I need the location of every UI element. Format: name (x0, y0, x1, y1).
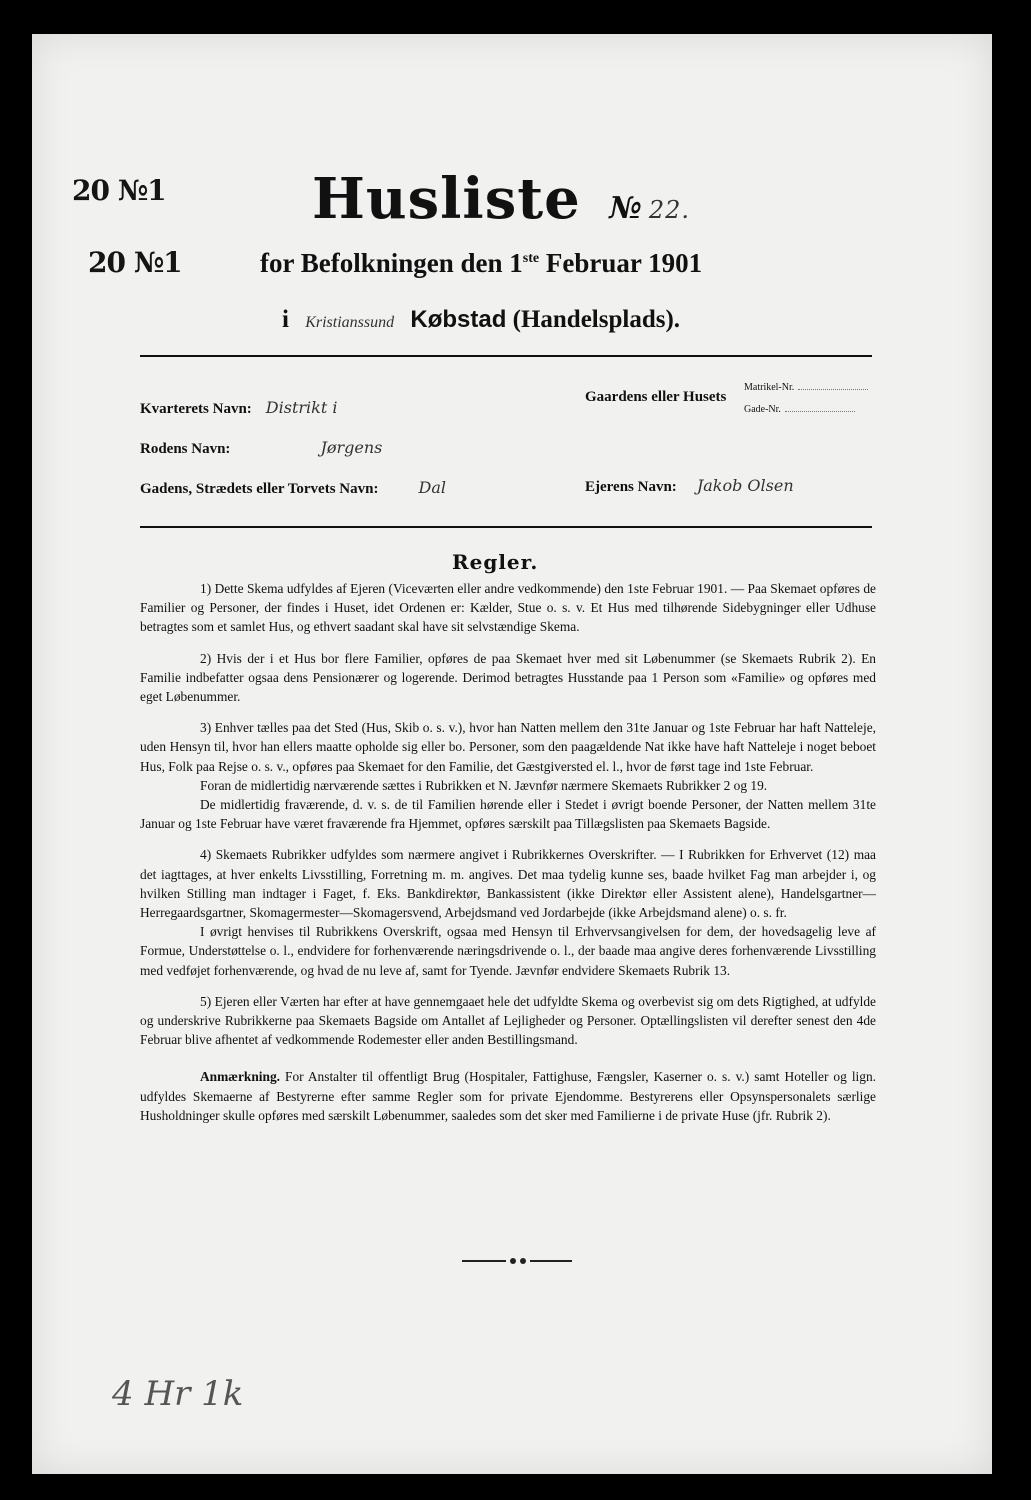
form-subtitle: for Befolkningen den 1ste Februar 1901 (260, 248, 703, 278)
number-symbol: № (609, 191, 643, 226)
census-form-page (32, 34, 992, 1474)
rules-heading: Regler. (452, 550, 539, 574)
remark (140, 1067, 876, 1125)
house-number-handwritten: 22. (648, 196, 691, 224)
roden-value: Jørgens (320, 438, 383, 457)
gaard-label: Gaardens eller Husets (585, 389, 727, 405)
rule-2: 2) Hvis der i et Hus bor flere Familier, opføres de paa Skemaet hver med sit Løbenummer (se Skemaets Rubrik 2). En Familie indbefatter ogsaa dens Pensionærer og logerende. Derimod betragtes Husstande paa 1 Person som «Familie» og opføres med eget Løbenummer. (140, 650, 876, 705)
rule-4-note: I øvrigt henvises til Rubrikkens Overskrift, ogsaa med Hensyn til Erhvervsangivelsen for dem, der hovedsagelig leve af Formue, Understøttelse o. l., endvidere for forhenværende næringsdrivende o. l., der baade maa angive deres forhenværende Livsstilling med vedføjet forhenværende, og hvad de nu leve af, samt for Tyende. Jævnfør endvidere Skemaets Rubrik 13. (140, 924, 876, 978)
rule-3-note-absent: De midlertidig fraværende, d. v. s. de til Familien hørende eller i Stedet i øvrigt boende Personer, der Natten mellem 31te Januar og 1ste Februar have været fraværende fra Hjemmet, opføres særskilt paa Tillægslisten paa Skemaets Bagside. (140, 797, 876, 832)
remark-text: For Anstalter til offentligt Brug (Hospitaler, Fattighuse, Fængsler, Kaserner o. s. v.) samt Hoteller og lign. udfyldes Skemaerne af Bestyrerne efter samme Regler som for private Ejendomme. Bestyrerens eller Opsynspersonalets særlige Husholdninger skulle opføres med særskilt Løbenummer, saaledes som det sker med Familierne i de private Huse (jfr. Rubrik 2). (140, 1069, 876, 1123)
title-main: Husliste (312, 166, 581, 232)
kvarter-value: Distrikt i (265, 398, 338, 417)
archive-stamp-second: 20 №1 (88, 246, 182, 279)
rule-5: 5) Ejeren eller Værten har efter at have gennemgaaet hele det udfyldte Skema og overbevist sig om dets Rigtighed, at udfylde og underskrive Rubrikkerne paa Skemaets Bagside om Antallet af Lejligheder og Personer. Optællingslisten vil derefter senest den 4de Februar blive afhentet af vedkommende Rodemester eller anden Bestillingsmand. (140, 993, 876, 1048)
matrikel-label: Matrikel-Nr. (744, 382, 868, 393)
remark-label: Anmærkning. (200, 1069, 280, 1085)
gade-nr-label: Gade-Nr. (744, 404, 855, 415)
rule-4: 4) Skemaets Rubrikker udfyldes som nærmere angivet i Rubrikkernes Overskrifter. — I Rubrikken for Erhvervet (12) maa det iagttages, at hver enkelts Livsstilling, Forretning m. m. angives. Det maa tydelig kunne ses, baade hvilket Fag man arbejder i, og hvilken Stilling man indtager i Faget, f. Eks. Bankdirektør, Bankassistent (ikke Direktør eller Assistent alene), Handelsgartner—Herregaardsgartner, Skomagermester—Skomagersvend, Arbejdsmand ved Jordarbejde (ikke Arbejdsmand alene) o. s. fr. (140, 847, 876, 921)
ornament-divider (462, 1258, 572, 1264)
gade-navn-field: Gadens, Strædets eller Torvets Navn: Dal (140, 478, 446, 497)
rule-3: 3) Enhver tælles paa det Sted (Hus, Skib o. s. v.), hvor han Natten mellem den 31te Januar og 1ste Februar har haft Natteleje, uden Hensyn til, hvor han ellers maatte opholde sig eller bo. Personer, som den paagældende Nat ikke have haft Natteleje i noget beboet Hus, Folk paa Rejse o. s. v., opføres paa Skemaet for den Familie, det Gæstgiversted el. l., hvor de først tage ind 1ste Februar. (140, 720, 876, 774)
divider-bottom (140, 526, 872, 528)
rules-body (140, 579, 876, 1137)
town-handwritten: Kristianssund (305, 314, 395, 331)
rule-3-note-present: Foran de midlertidig nærværende sættes i Rubrikken et N. Jævnfør nærmere Skemaets Rubrikker 2 og 19. (200, 777, 768, 793)
kvarter-field: Kvarterets Navn: Distrikt i (140, 398, 338, 417)
gade-navn-value: Dal (418, 478, 446, 497)
archive-stamp-top: 20 №1 (72, 174, 166, 207)
form-title (312, 166, 690, 232)
ejer-value: Jakob Olsen (696, 476, 794, 495)
divider-top (140, 355, 872, 357)
ejer-field: Ejerens Navn: Jakob Olsen (585, 476, 794, 495)
location-line: i Kristianssund Købstad (Handelsplads). (282, 306, 681, 333)
footer-handwriting: 4 Hr 1k (112, 1374, 244, 1414)
bleed-through-text (32, 104, 992, 164)
roden-field: Rodens Navn: Jørgens (140, 438, 383, 457)
rule-1: 1) Dette Skema udfyldes af Ejeren (Viceværten eller andre vedkommende) den 1ste Februar 1901. — Paa Skemaet opføres de Familier og Personer, der findes i Huset, idet Ordenen er: Kælder, Stue o. s. v. Et Hus med tilhørende Sidebygninger eller Udhuse betragtes som et samlet Hus, og ethvert saadant skal have sit selvstændige Skema. (140, 581, 876, 635)
